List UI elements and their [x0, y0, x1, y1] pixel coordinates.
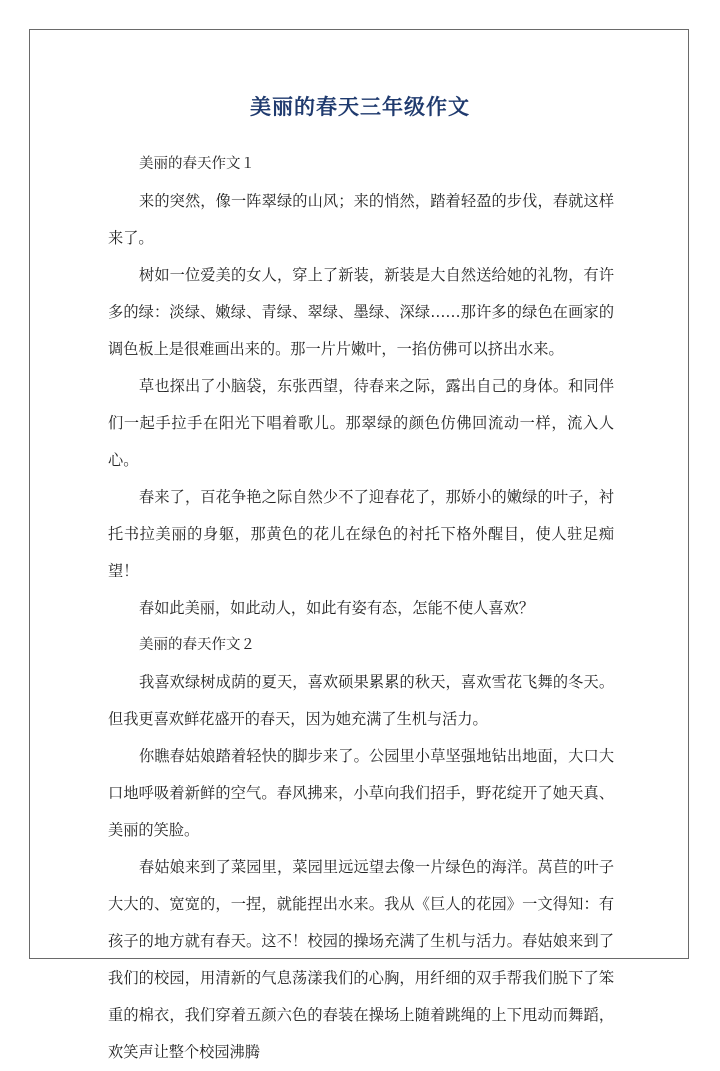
- paragraph: 草也探出了小脑袋，东张西望，待春来之际，露出自己的身体。和同伴们一起手拉手在阳光下唱着歌儿。那翠绿的颜色仿佛回流动一样，流入人心。: [108, 377, 614, 469]
- paragraph: 树如一位爱美的女人，穿上了新装，新装是大自然送给她的礼物，有许多的绿：淡绿、嫩绿、青绿、翠绿、墨绿、深绿……那许多的绿色在画家的调色板上是很难画出来的。那一片片嫩叶，一掐仿佛可以挤出水来。: [108, 266, 614, 358]
- paragraph: 我喜欢绿树成荫的夏天，喜欢硕果累累的秋天，喜欢雪花飞舞的冬天。但我更喜欢鲜花盛开的春天，因为她充满了生机与活力。: [108, 673, 614, 728]
- section-heading: 美丽的春天作文１: [139, 156, 255, 172]
- section-heading: 美丽的春天作文２: [139, 637, 255, 653]
- paragraph: 春姑娘来到了菜园里，菜园里远远望去像一片绿色的海洋。莴苣的叶子大大的、宽宽的，一捏，就能捏出水来。我从《巨人的花园》一文得知：有孩子的地方就有春天。这不！校园的操场充满了生机与活力。春姑娘来到了我们的校园，用清新的气息荡漾我们的心胸，用纤细的双手帮我们脱下了笨重的棉衣，我们穿着五颜六色的春装在操场上随着跳绳的上下甩动而舞蹈，欢笑声让整个校园沸腾: [108, 858, 614, 1061]
- document-title: 美丽的春天三年级作文: [250, 95, 470, 119]
- paragraph: 春来了，百花争艳之际自然少不了迎春花了，那娇小的嫩绿的叶子，衬托书拉美丽的身躯，那黄色的花儿在绿色的衬托下格外醒目，使人驻足痴望！: [108, 488, 614, 580]
- paragraph: 你瞧春姑娘踏着轻快的脚步来了。公园里小草坚强地钻出地面，大口大口地呼吸着新鲜的空气。春风拂来，小草向我们招手，野花绽开了她天真、美丽的笑脸。: [108, 747, 614, 839]
- document-body: [108, 146, 614, 1071]
- paragraph: 来的突然，像一阵翠绿的山风；来的悄然，踏着轻盈的步伐，春就这样来了。: [108, 192, 614, 247]
- paragraph: 春如此美丽，如此动人，如此有姿有态，怎能不使人喜欢？: [139, 599, 534, 617]
